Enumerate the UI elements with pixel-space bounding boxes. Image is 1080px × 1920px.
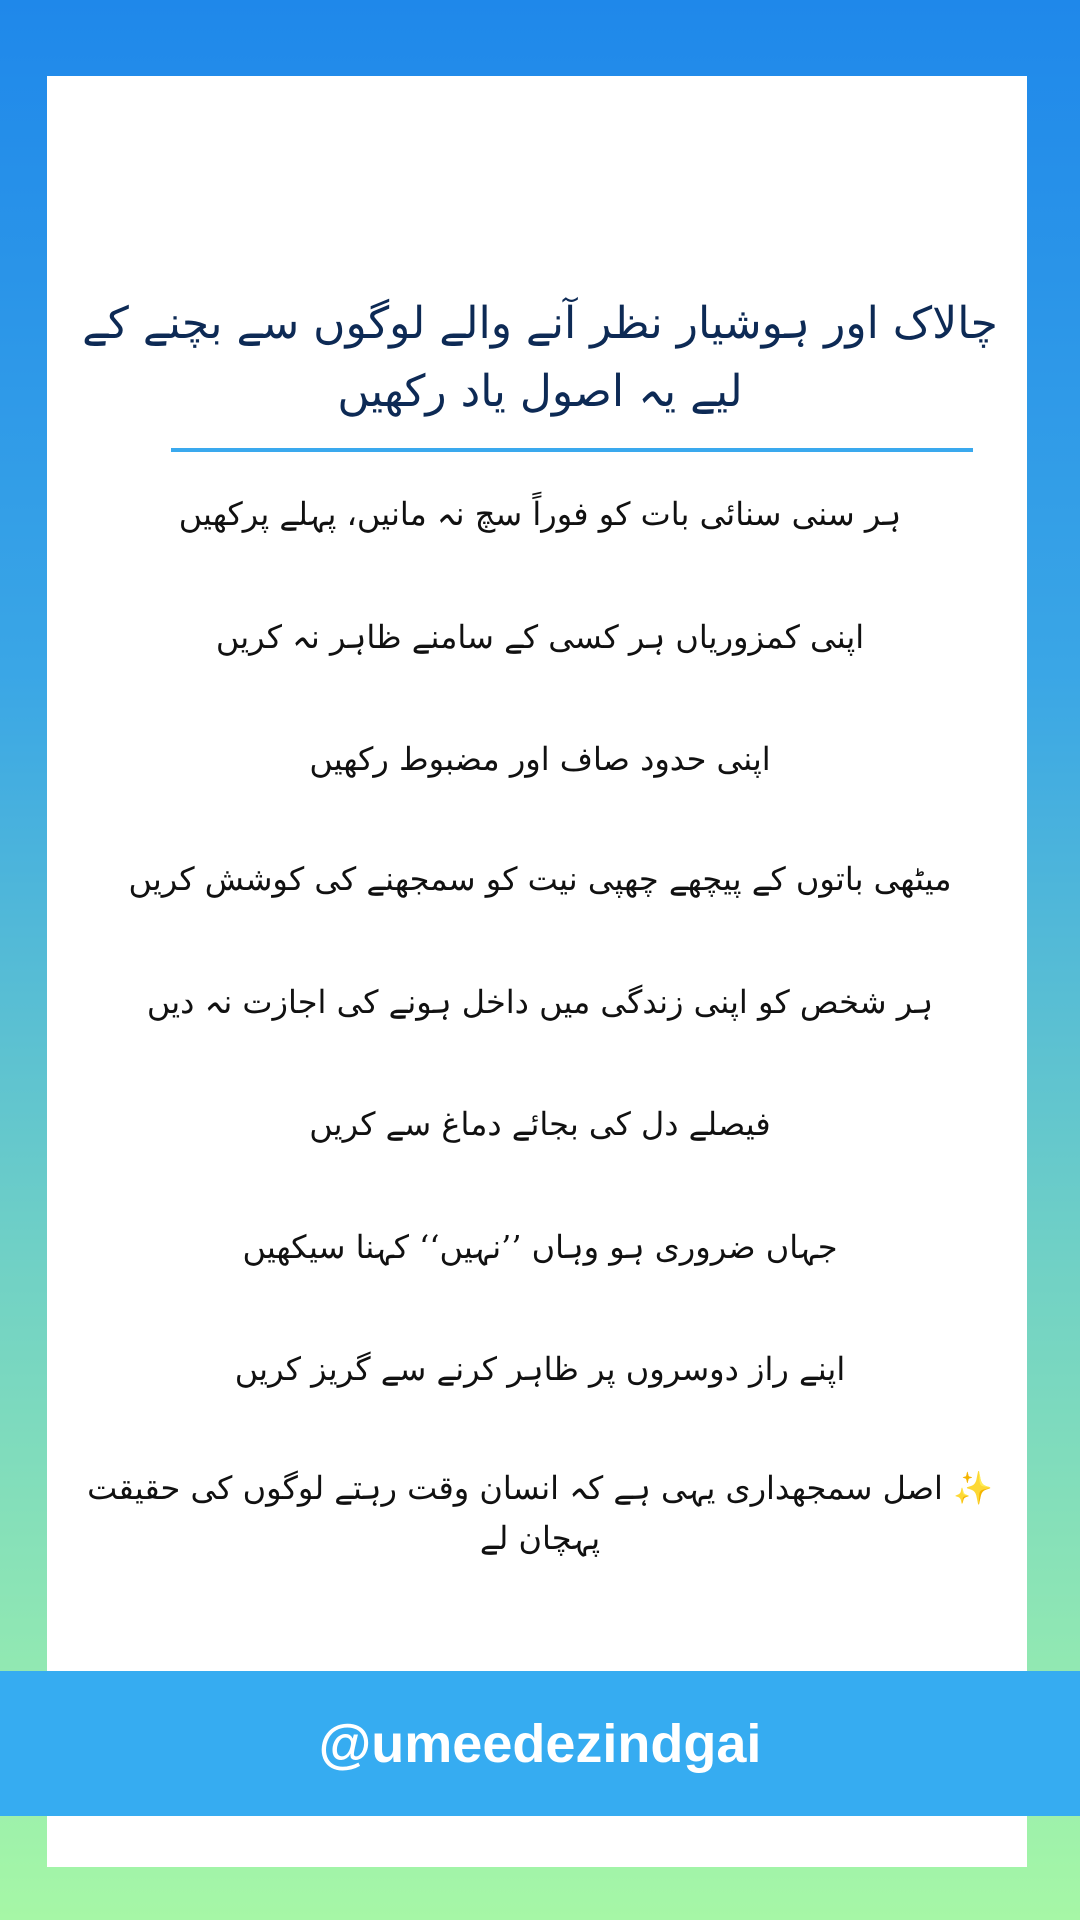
conclusion-text: اصل سمجھداری یہی ہے کہ انسان وقت رہتے لوگوں کی حقیقت پہچان لے bbox=[87, 1469, 943, 1557]
footer-banner bbox=[0, 1671, 1080, 1816]
list-item: فیصلے دل کی بجائے دماغ سے کریں bbox=[309, 1105, 771, 1143]
list-item: اپنے راز دوسروں پر ظاہر کرنے سے گریز کریں bbox=[234, 1350, 846, 1388]
social-handle: @umeedezindgai bbox=[318, 1713, 762, 1774]
list-item: جہاں ضروری ہو وہاں ’’نہیں‘‘ کہنا سیکھیں bbox=[242, 1228, 838, 1266]
conclusion bbox=[60, 1463, 1020, 1563]
list-item: میٹھی باتوں کے پیچھے چھپی نیت کو سمجھنے کی کوشش کریں bbox=[128, 860, 952, 898]
list-item: ہر سنی سنائی بات کو فوراً سچ نہ مانیں، پہلے پرکھیں bbox=[178, 495, 902, 533]
page-title: چالاک اور ہوشیار نظر آنے والے لوگوں سے بچنے کے لیے یہ اصول یاد رکھیں bbox=[82, 298, 998, 417]
title-divider bbox=[171, 448, 973, 452]
list-item: اپنی حدود صاف اور مضبوط رکھیں bbox=[309, 740, 771, 778]
list-item: ہر شخص کو اپنی زندگی میں داخل ہونے کی اجازت نہ دیں bbox=[146, 983, 934, 1021]
sparkles-icon: ✨ bbox=[953, 1469, 993, 1507]
list-item: اپنی کمزوریاں ہر کسی کے سامنے ظاہر نہ کریں bbox=[215, 618, 865, 656]
